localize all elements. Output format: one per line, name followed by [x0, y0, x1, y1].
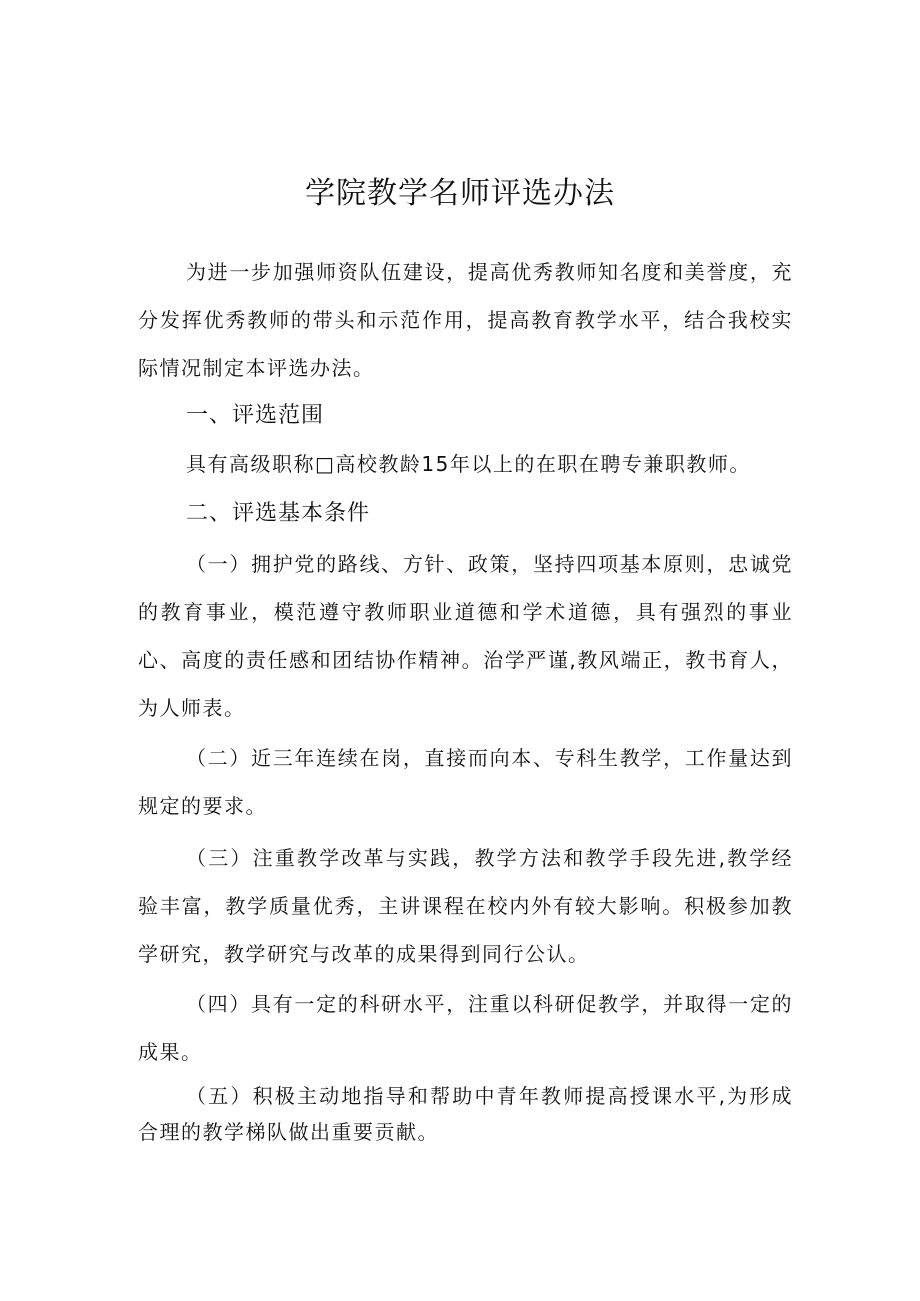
- document-title: 学院教学名师评选办法: [305, 176, 615, 212]
- condition-item-5: （五）积极主动地指导和帮助中青年教师提高授课水平,为形成合理的教学梯队做出重要贡献。: [138, 1084, 793, 1144]
- condition-item-4: （四）具有一定的科研水平，注重以科研促教学，并取得一定的成果。: [138, 992, 793, 1064]
- condition-item-3: （三）注重教学改革与实践，教学方法和教学手段先进,教学经验丰富，教学质量优秀，主讲课程在校内外有较大影响。积极参加教学研究，教学研究与改革的成果得到同行公认。: [138, 846, 793, 966]
- condition-item-1: （一）拥护党的路线、方针、政策，坚持四项基本原则，忠诚党的教育事业，模范遵守教师职业道德和学术道德，具有强烈的事业心、高度的责任感和团结协作精神。治学严谨,教风端正，教书育人，为人师表。: [138, 552, 793, 720]
- condition-item-2: （二）近三年连续在岗，直接而向本、专科生教学，工作量达到规定的要求。: [138, 746, 793, 818]
- section-1-body: 具有高级职称□高校教龄15年以上的在职在聘专兼职教师。: [186, 452, 751, 476]
- section-2-heading: 二、评选基本条件: [186, 501, 371, 526]
- intro-paragraph: 为进一步加强师资队伍建设，提高优秀教师知名度和美誉度，充分发挥优秀教师的带头和示范作用，提高教育教学水平，结合我校实际情况制定本评选办法。: [138, 260, 793, 380]
- section-1-heading: 一、评选范围: [186, 403, 325, 428]
